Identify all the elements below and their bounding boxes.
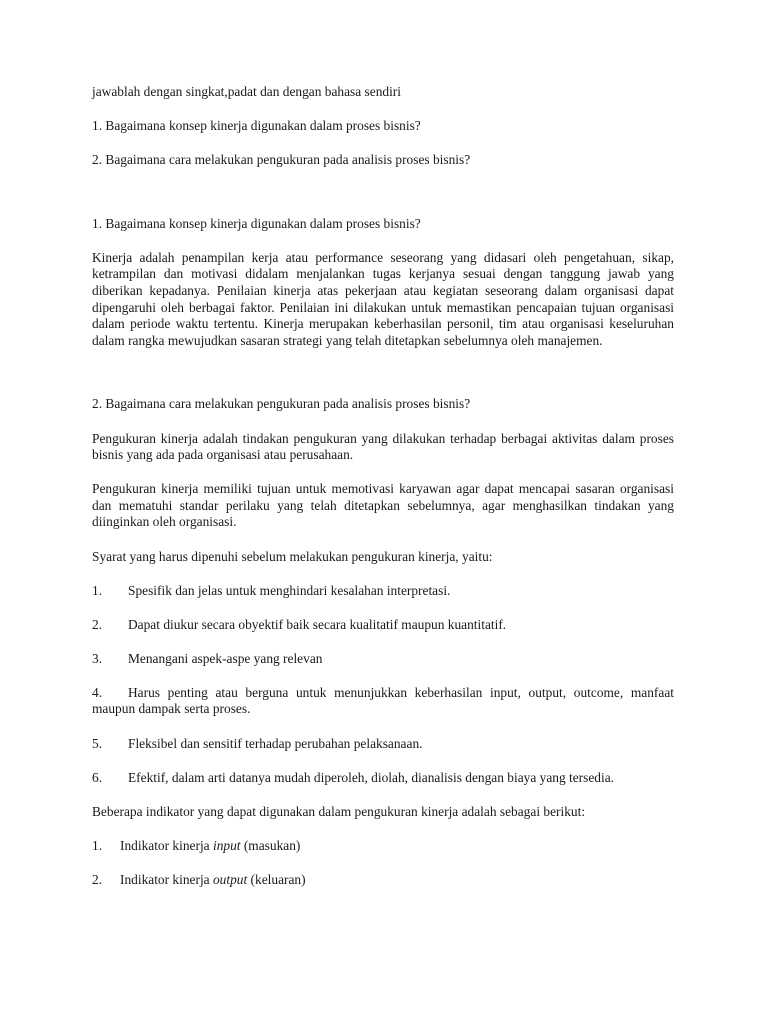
answer-1-heading: 1. Bagaimana konsep kinerja digunakan dalam proses bisnis?: [92, 215, 421, 231]
requirement-number: 5.: [92, 735, 103, 751]
requirement-item: [92, 736, 674, 753]
instruction-text: jawablah dengan singkat,padat dan dengan bahasa sendiri: [92, 84, 401, 99]
answer-2-heading: 2. Bagaimana cara melakukan pengukuran pada analisis proses bisnis?: [92, 396, 471, 412]
indicator-number: 2.: [92, 871, 103, 887]
requirement-text: Dapat diukur secara obyektif baik secara kualitatif maupun kuantitatif.: [128, 616, 507, 632]
indicator-item: [92, 838, 674, 855]
requirement-item: [92, 617, 674, 634]
indicator-term: input: [212, 837, 241, 853]
requirements-intro: Syarat yang harus dipenuhi sebelum melakukan pengukuran kinerja, yaitu:: [92, 548, 493, 564]
requirement-item: [92, 685, 674, 718]
question-2: 2. Bagaimana cara melakukan pengukuran pada analisis proses bisnis?: [92, 152, 471, 168]
requirement-number: 6.: [92, 769, 103, 785]
indicator-number: 1.: [92, 837, 103, 853]
indicator-text: [120, 872, 306, 889]
answer-1-paragraph: Kinerja adalah penampilan kerja atau performance seseorang yang didasari oleh pengetahuan, sikap, ketrampilan dan motivasi didalam menjalankan tugas kerjanya sesuai dengan tanggung jawab yang diberikan kepadanya. Penilaian kinerja atas pekerjaan atau kegiatan seseorang dalam organisasi dapat dipengaruhi oleh berbagai faktor. Penilaian ini dilakukan untuk memastikan pencapaian tujuan organisasi dalam periode waktu tertentu. Kinerja merupakan keberhasilan personil, tim atau organisasi keseluruhan dalam rangka mewujudkan sasaran strategi yang telah ditetapkan sebelumnya oleh manajemen.: [92, 249, 674, 348]
requirement-text: Harus penting atau berguna untuk menunjukkan keberhasilan input, output, outcome, manfaat maupun dampak serta proses.: [92, 684, 674, 717]
requirement-item: [92, 583, 674, 600]
requirement-text: Efektif, dalam arti datanya mudah diperoleh, diolah, dianalisis dengan biaya yang tersedia.: [128, 769, 614, 785]
indicator-term: output: [212, 871, 248, 887]
indicators-intro: Beberapa indikator yang dapat digunakan dalam pengukuran kinerja adalah sebagai berikut:: [92, 803, 586, 819]
question-1: 1. Bagaimana konsep kinerja digunakan dalam proses bisnis?: [92, 118, 421, 134]
requirement-number: 4.: [92, 684, 103, 700]
document-page: [92, 84, 674, 889]
requirement-item: [92, 651, 674, 668]
requirement-number: 3.: [92, 650, 103, 666]
requirement-number: 1.: [92, 582, 103, 598]
indicator-prefix: Indikator kinerja: [120, 871, 213, 887]
requirement-item: [92, 770, 674, 787]
answer-2-paragraph-2: Pengukuran kinerja memiliki tujuan untuk memotivasi karyawan agar dapat mencapai sasaran organisasi dan mematuhi standar perilaku yang telah ditetapkan sebelumnya, agar menghasilkan tindakan yang diinginkan oleh organisasi.: [92, 481, 674, 530]
requirement-text: Menangani aspek-aspe yang relevan: [128, 650, 323, 666]
indicator-suffix: (keluaran): [247, 871, 306, 887]
requirement-text: Fleksibel dan sensitif terhadap perubahan pelaksanaan.: [128, 735, 423, 751]
requirement-text: Spesifik dan jelas untuk menghindari kesalahan interpretasi.: [128, 582, 451, 598]
answer-2-paragraph-1: Pengukuran kinerja adalah tindakan pengukuran yang dilakukan terhadap berbagai aktivitas dalam proses bisnis yang ada pada organisasi atau perusahaan.: [92, 430, 674, 463]
indicator-prefix: Indikator kinerja: [120, 837, 213, 853]
requirement-number: 2.: [92, 616, 103, 632]
indicator-text: [120, 838, 300, 855]
indicator-item: [92, 872, 674, 889]
indicator-suffix: (masukan): [240, 837, 301, 853]
